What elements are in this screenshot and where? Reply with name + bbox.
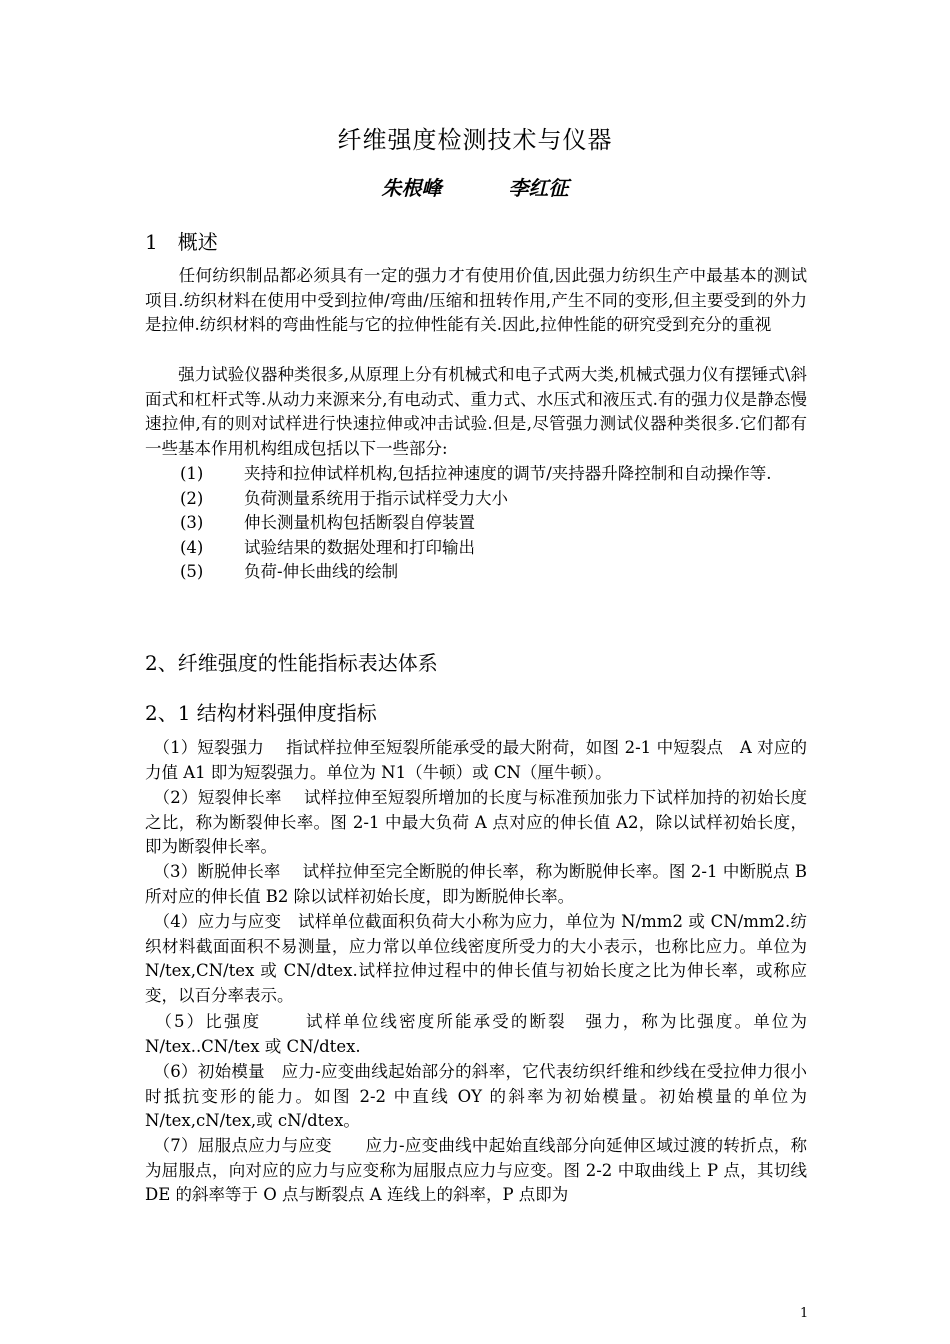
list-item-text: 伸长测量机构包括断裂自停装置 [244,513,475,533]
list-item-text: 负荷测量系统用于指示试样受力大小 [244,488,508,508]
definition-item-4: （4）应力与应变 试样单位截面积负荷大小称为应力，单位为 N/mm2 或 CN/mm2.纺织材料截面面积不易测量，应力常以单位线密度所受力的大小表示，也称比应力。单位为 N/tex,CN/tex 或 CN/dtex.试样拉伸过程中的伸长值与初始长度之比为伸长率，或称应变，以百分率表示。 [145,912,807,1005]
list-item [180,511,810,536]
list-item-number: (5) [180,562,204,582]
section-1-paragraph-1: 任何纺织制品都必须具有一定的强力才有使用价值,因此强力纺织生产中最基本的测试项目.纺织材料在使用中受到拉伸/弯曲/压缩和扭转作用,产生不同的变形,但主要受到的外力是拉伸.纺织材料的弯曲性能与它的拉伸性能有关.因此,拉伸性能的研究受到充分的重视 [145,266,807,335]
list-item [180,462,810,487]
list-item-number: (1) [180,464,204,483]
page-number: 1 [800,1306,809,1321]
list-item [180,536,810,561]
definition-item-1: （1）短裂强力 指试样拉伸至短裂所能承受的最大附荷，如图 2-1 中短裂点 A 对应的力值 A1 即为短裂强力。单位为 N1（牛顿）或 CN（厘牛顿）。 [145,738,807,782]
section-1-paragraph-2: 强力试验仪器种类很多,从原理上分有机械式和电子式两大类,机械式强力仪有摆锤式\斜面式和杠杆式等.从动力来源来分,有电动式、重力式、水压式和液压式.有的强力仪是静态慢速拉伸,有的则对试样进行快速拉伸或冲击试验.但是,尽管强力测试仪器种类很多.它们都有一些基本作用机构组成包括以下一些部分: [145,365,807,458]
list-item-text: 夹持和拉伸试样机构,包括拉神速度的调节/夹持器升降控制和自动操作等. [244,464,772,483]
list-item [180,487,810,512]
list-item-number: (2) [180,488,204,508]
definition-item-7: （7）屈服点应力与应变 应力-应变曲线中起始直线部分向延伸区域过渡的转折点，称为屈服点，向对应的应力与应变称为屈服点应力与应变。图 2-2 中取曲线上 P 点，其切线 DE 的斜率等于 O 点与断裂点 A 连线上的斜率，P 点即为 [145,1136,807,1205]
definition-item-2: （2）短裂伸长率 试样拉伸至短裂所增加的长度与标准预加张力下试样加持的初始长度 之比，称为断裂伸长率。图 2-1 中最大负荷 A 点对应的伸长值 A2，除以试样初始长度，即为断裂伸长率。 [145,788,807,857]
list-item-number: (3) [180,513,204,533]
document-title: 纤维强度检测技术与仪器 [337,126,613,154]
definition-item-5: （5）比强度 试样单位线密度所能承受的断裂 强力，称为比强度。单位为 N/tex..CN/tex 或 CN/dtex. [145,1012,807,1056]
section-2-1-heading: 2、1 结构材料强伸度指标 [145,701,377,725]
list-item-number: (4) [180,537,204,557]
list-item-text: 负荷-伸长曲线的绘制 [244,562,399,582]
definition-item-6: （6）初始模量 应力-应变曲线起始部分的斜率，它代表纺织纤维和纱线在受拉伸力很小时抵抗变形的能力。如图 2-2 中直线 OY 的斜率为初始模量。初始模量的单位为 N/tex,cN/tex,或 cN/dtex。 [145,1062,807,1131]
section-1-heading: 1 概述 [145,230,218,254]
definition-item-3: （3）断脱伸长率 试样拉伸至完全断脱的伸长率，称为断脱伸长率。图 2-1 中断脱点 B 所对应的伸长值 B2 除以试样初始长度，即为断脱伸长率。 [145,862,807,906]
list-item [180,560,810,585]
document-authors: 朱根峰 李红征 [381,176,569,200]
list-item-text: 试验结果的数据处理和打印输出 [244,537,475,557]
component-list [180,462,810,585]
section-2-heading: 2、纤维强度的性能指标表达体系 [145,651,438,675]
